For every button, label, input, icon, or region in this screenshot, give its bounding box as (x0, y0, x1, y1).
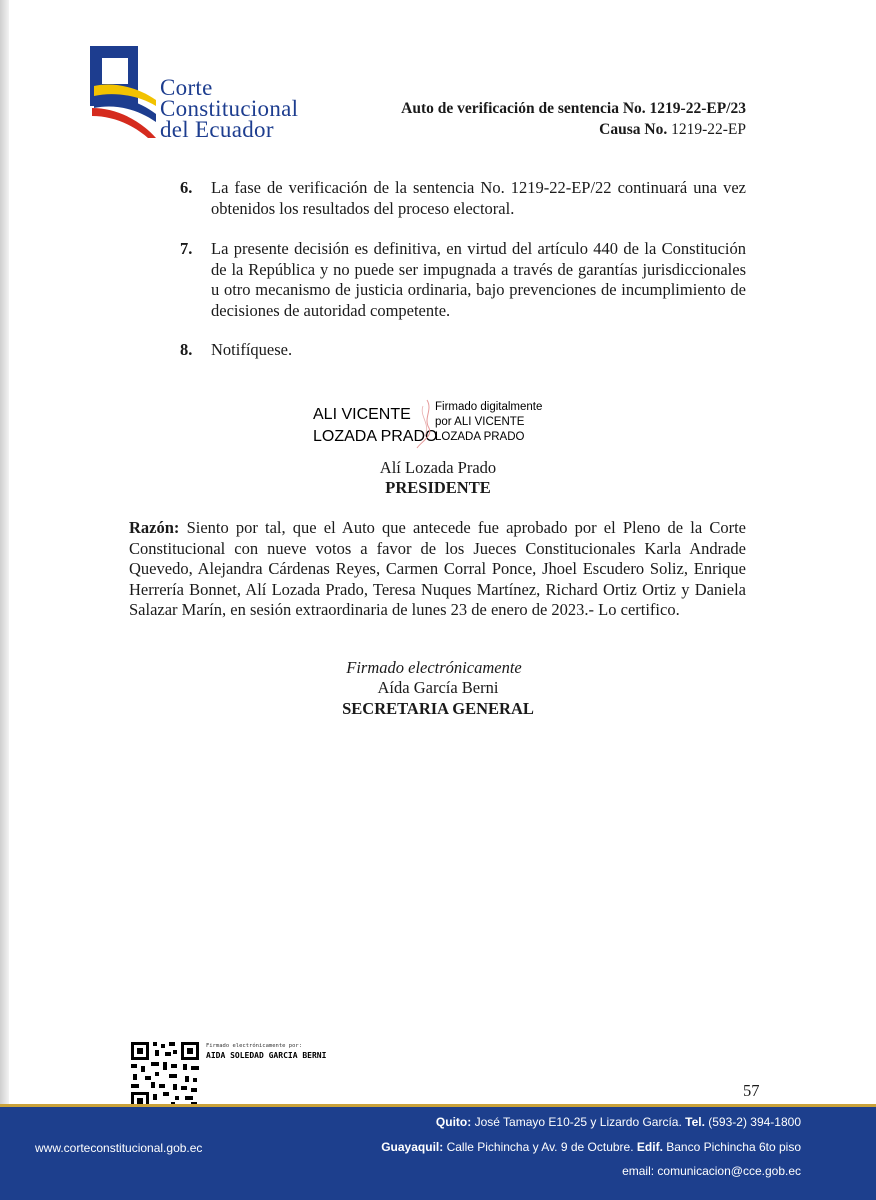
document-title: Auto de verificación de sentencia No. 1219-22-EP/23 (401, 100, 746, 117)
signature-detail-line-2: por ALI VICENTE (435, 416, 525, 428)
razon-text: Siento por tal, que el Auto que antecede fue aprobado por el Pleno de la Corte Constitucional con nueve votos a favor de los Jueces Constitucionales Karla Andrade Quevedo, Alejandra Cárdenas Reyes, Carmen Corral Ponce, Jhoel Escudero Soliz, Enrique Herrería Bonnet, Alí Lozada Prado, Teresa Nuques Martínez, Richard Ortiz Ortiz y Daniela Salazar Marín, en sesión extraordinaria de lunes 23 de enero de 2023.- Lo certifico. (129, 518, 746, 619)
footer-website[interactable]: www.corteconstitucional.gob.ec (35, 1141, 203, 1155)
digital-signature-detail (435, 400, 542, 445)
razon-paragraph (129, 518, 746, 621)
footer-guayaquil-address: Guayaquil: Calle Pichincha y Av. 9 de Octubre. Edif. Banco Pichincha 6to piso (381, 1140, 801, 1154)
court-logo (88, 42, 338, 142)
secretary-role: SECRETARIA GENERAL (342, 699, 534, 718)
razon-label: Razón: (129, 518, 180, 537)
signature-detail-line-1: Firmado digitalmente (435, 401, 543, 413)
causa-line (401, 119, 746, 140)
signature-detail-line-3: LOZADA PRADO (435, 431, 525, 443)
item-number: 6. (180, 178, 193, 197)
item-number: 7. (180, 239, 193, 258)
item-number: 8. (180, 340, 193, 359)
qr-signature-label: Firmado electrónicamente por: (206, 1043, 303, 1049)
electronic-signature-note: Firmado electrónicamente (346, 658, 522, 677)
secretary-name: Aída García Berni (377, 678, 499, 697)
footer-quito-address: Quito: José Tamayo E10-25 y Lizardo García. Tel. (593-2) 394-1800 (435, 1115, 801, 1129)
qr-signer-name: AIDA SOLEDAD GARCIA BERNI (206, 1051, 327, 1060)
signer-role: PRESIDENTE (385, 478, 491, 497)
footer (0, 1107, 876, 1200)
signature-name-line-1: ALI VICENTE (313, 406, 411, 423)
page-edge (0, 0, 9, 1200)
item-text: La fase de verificación de la sentencia No. 1219-22-EP/22 continuará una vez obtenidos los resultados del proceso electoral. (211, 178, 746, 218)
page-number: 57 (743, 1081, 760, 1100)
document-header (401, 98, 746, 140)
logo-line-2: Constitucional (160, 96, 299, 121)
logo-text (160, 75, 299, 142)
signer-name: Alí Lozada Prado (379, 458, 497, 477)
signature-flourish-icon (405, 396, 435, 452)
item-text: La presente decisión es definitiva, en virtud del artículo 440 de la Constitución de la República y no puede ser impugnada a través de garantías jurisdiccionales u otro mecanismo de justicia ordinaria, bajo prevenciones de incumplimiento de decisiones de autoridad competente. (211, 239, 746, 320)
footer-email[interactable]: email: comunicacion@cce.gob.ec (622, 1164, 801, 1178)
logo-line-3: del Ecuador (160, 117, 274, 142)
logo-emblem-icon (88, 42, 160, 142)
causa-label: Causa No. (599, 121, 668, 138)
item-text: Notifíquese. (211, 340, 293, 359)
logo-line-1: Corte (160, 75, 213, 100)
qr-code-icon (129, 1040, 201, 1112)
causa-value: 1219-22-EP (671, 121, 746, 138)
signature-name-line-2: LOZADA PRADO (313, 428, 438, 445)
